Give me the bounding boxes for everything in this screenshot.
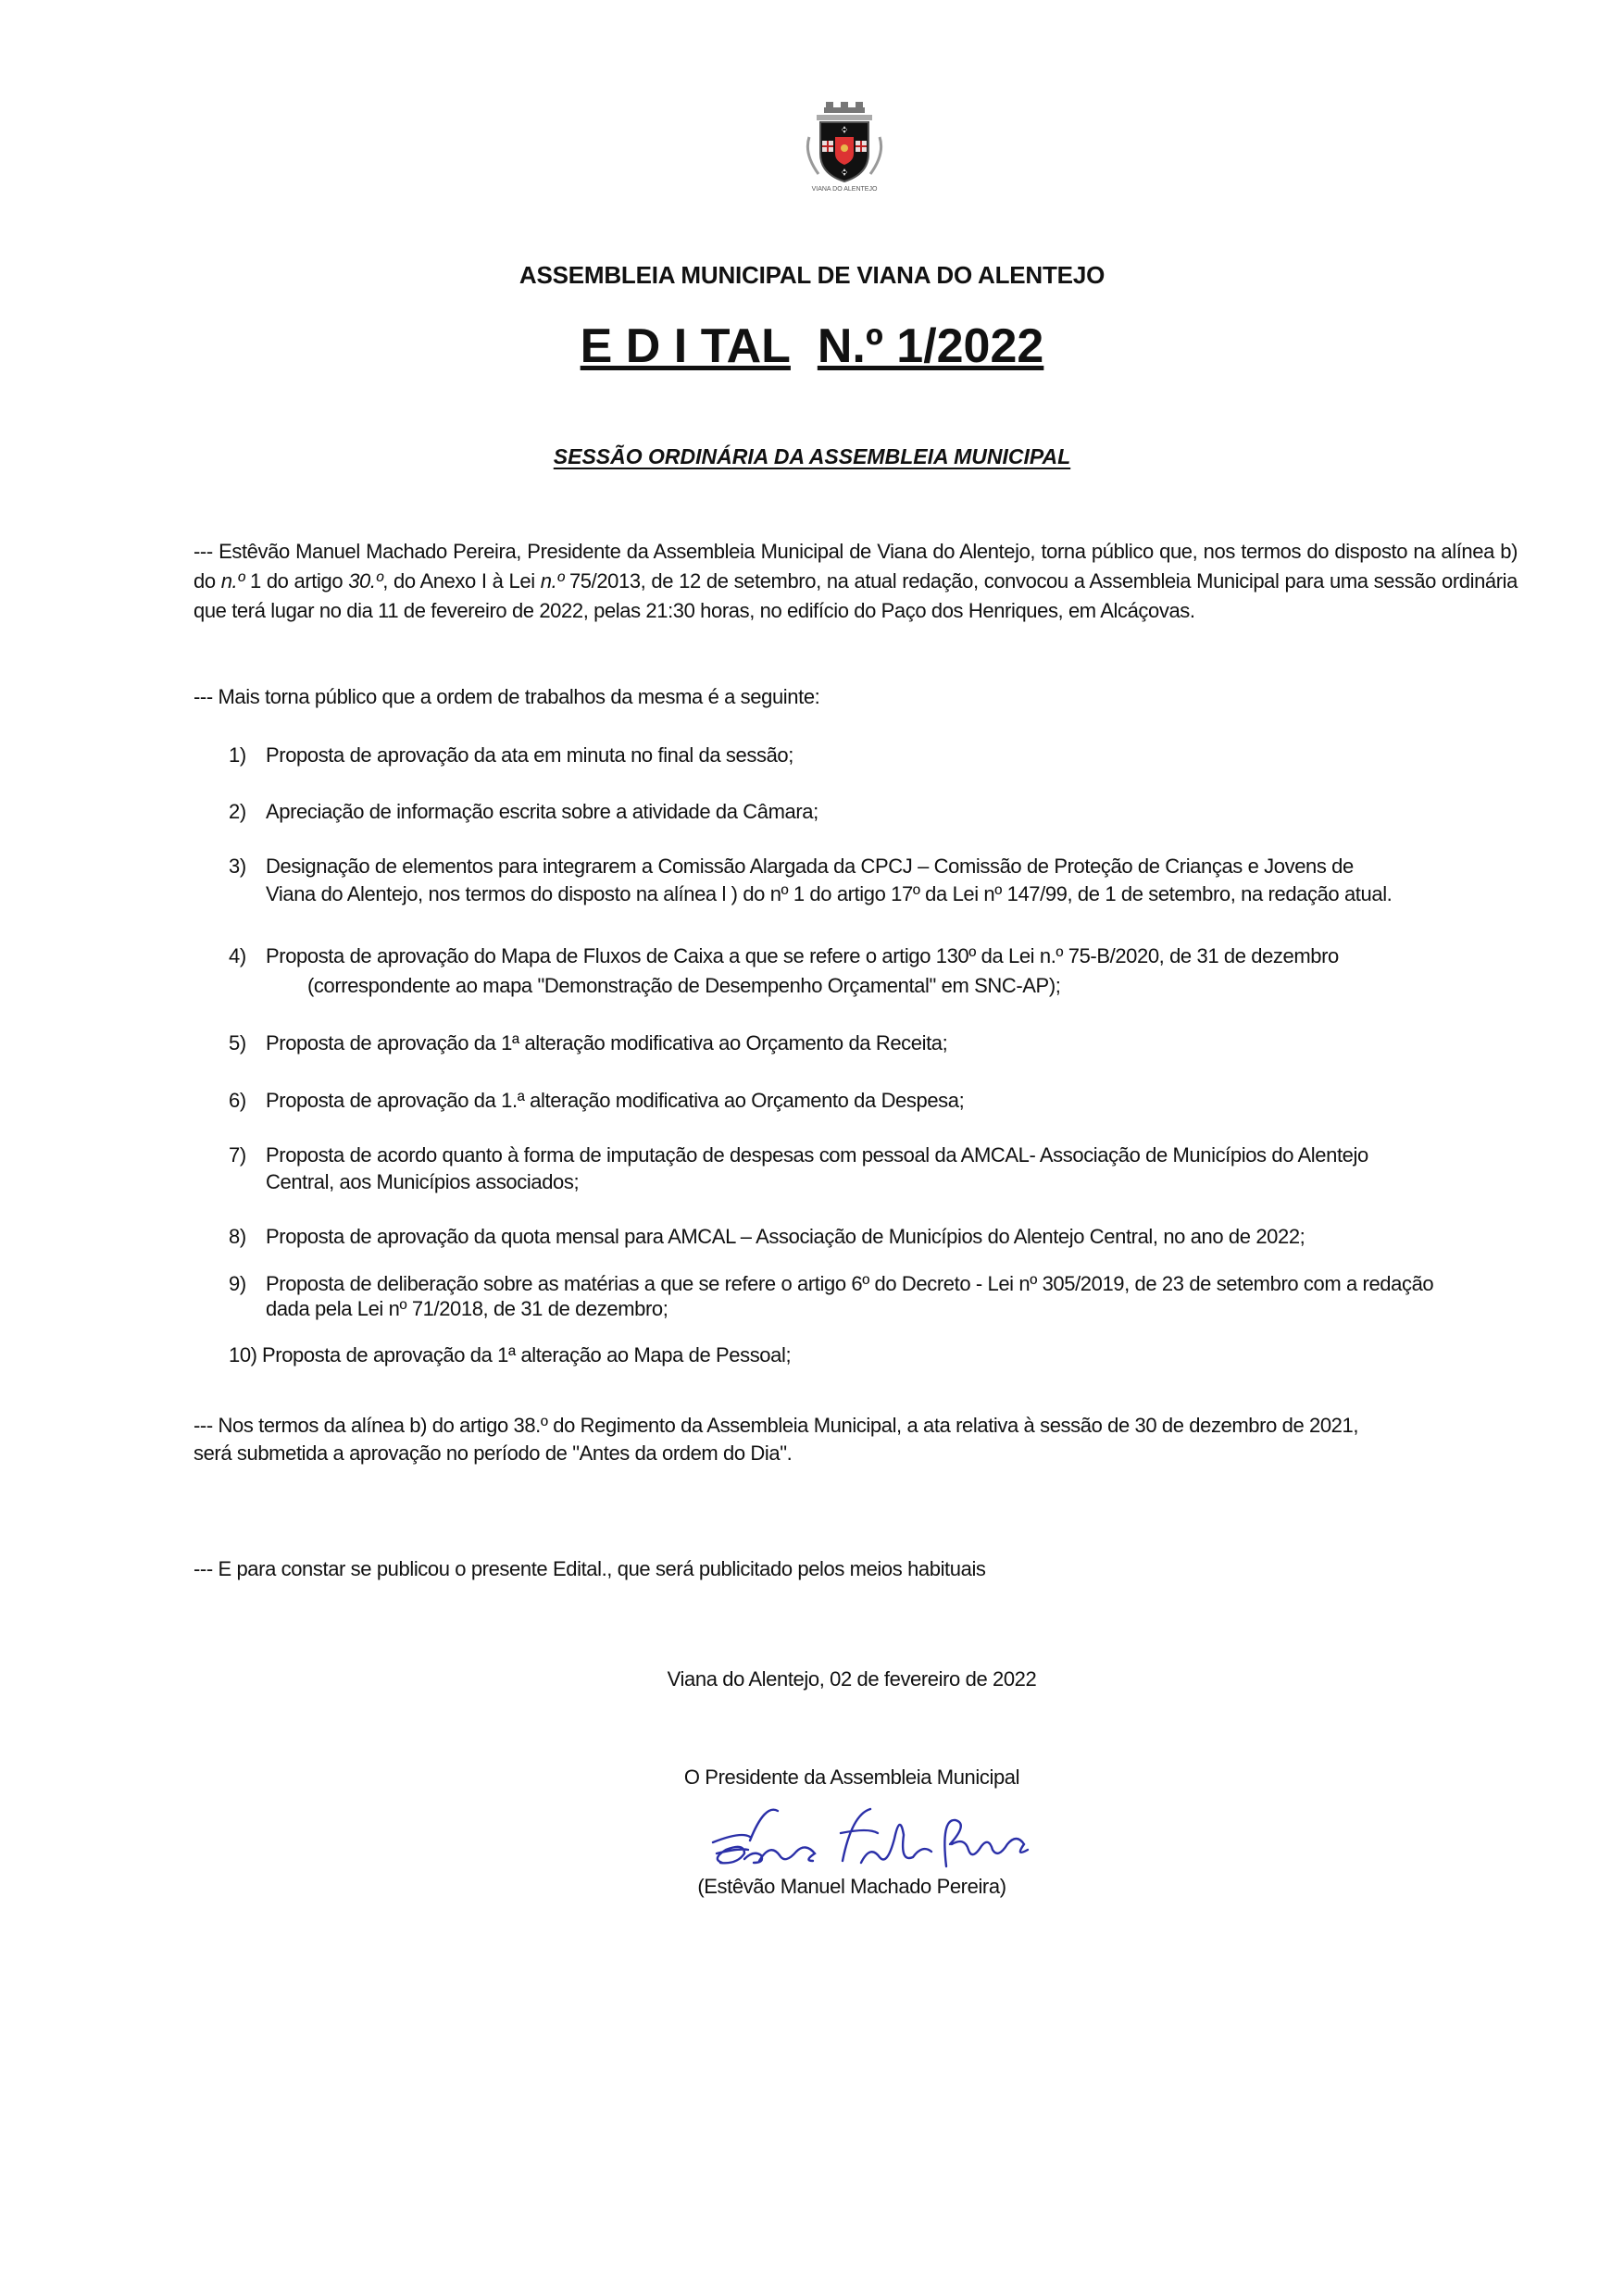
institution-title: ASSEMBLEIA MUNICIPAL DE VIANA DO ALENTEJO [518, 261, 1106, 289]
agenda-intro: --- Mais torna público que a ordem de trabalhos da mesma é a seguinte: [194, 685, 820, 708]
edital-title [0, 318, 1624, 374]
municipal-coat-of-arms-logo [796, 100, 893, 193]
session-title: SESSÃO ORDINÁRIA DA ASSEMBLEIA MUNICIPAL [553, 444, 1071, 468]
regimento-paragraph: --- Nos termos da alínea b) do artigo 38.º do Regimento da Assembleia Municipal, a ata relativa à sessão de 30 de dezembro de 2021, será submetida a aprovação no período de "Antes da ordem do Dia". [194, 1414, 1359, 1465]
signatory-role: O Presidente da Assembleia Municipal [683, 1766, 1020, 1789]
place-date: Viana do Alentejo, 02 de fevereiro de 2022 [667, 1667, 1037, 1691]
closing-paragraph: --- E para constar se publicou o presente Edital., que será publicitado pelos meios habituais [194, 1557, 986, 1580]
svg-text:VIANA DO ALENTEJO: VIANA DO ALENTEJO [811, 186, 878, 193]
intro-paragraph: --- Estêvão Manuel Machado Pereira, Presidente da Assembleia Municipal de Viana do Alentejo, torna público que, nos termos do disposto na alínea b) do n.º 1 do artigo 30.º, do Anexo I à Lei n.º 75/2013, de 12 de setembro, na atual redação, convocou a Assembleia Municipal para uma sessão ordinária que terá lugar no dia 11 de fevereiro de 2022, pelas 21:30 horas, no edifício do Paço dos Henriques, em Alcáçovas. [194, 540, 1518, 622]
signatory-name: (Estêvão Manuel Machado Pereira) [697, 1875, 1006, 1898]
edital-word: E D I TAL [580, 319, 791, 373]
edital-number: N.º 1/2022 [817, 319, 1044, 373]
